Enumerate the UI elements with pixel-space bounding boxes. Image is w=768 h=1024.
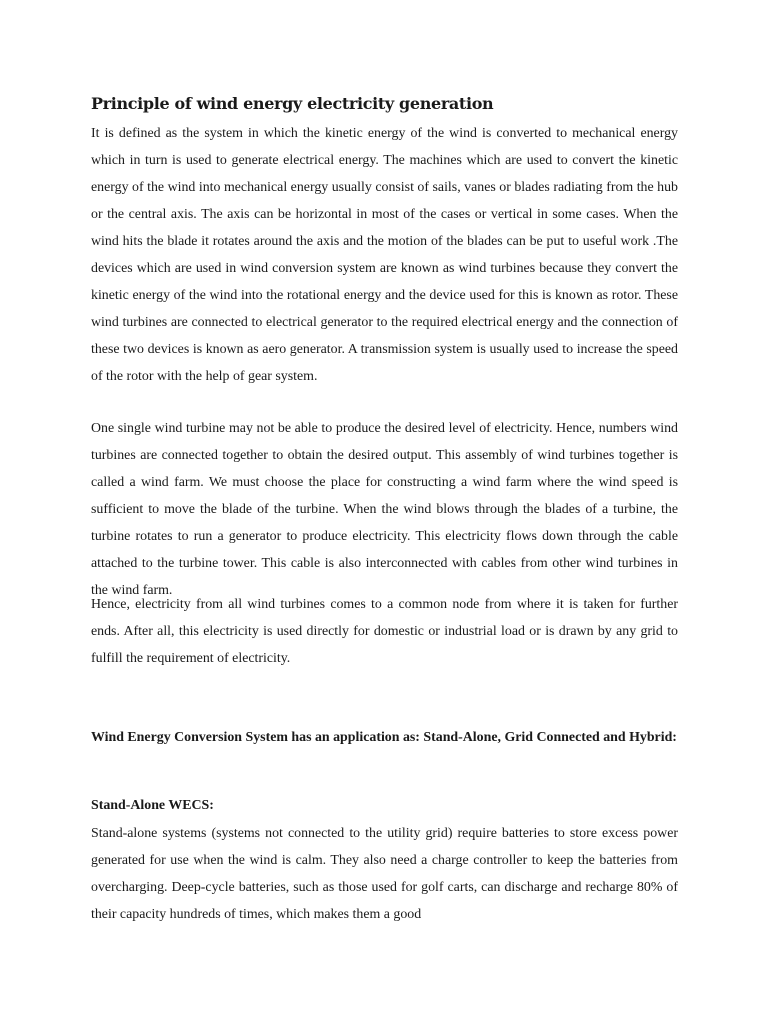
paragraph-wind-farm: One single wind turbine may not be able to produce the desired level of electricity. Hence, numbers wind turbines are connected together to obtain the desired output. This assembly of wind turbines together is called a wind farm. We must choose the place for constructing a wind farm where the wind speed is sufficient to move the blade of the turbine. When the wind blows through the blades of a turbine, the turbine rotates to run a generator to produce electricity. This electricity flows down through the cable attached to the turbine tower. This cable is also interconnected with cables from other wind turbines in the wind farm.	[91, 421, 678, 598]
paragraph-stand-alone-systems: Stand-alone systems (systems not connected to the utility grid) require batteries to store excess power generated for use when the wind is calm. They also need a charge controller to keep the batteries from overcharging. Deep-cycle batteries, such as those used for golf carts, can discharge and recharge 80% of their capacity hundreds of times, which makes them a good	[91, 826, 678, 922]
paragraph-common-node: Hence, electricity from all wind turbines comes to a common node from where it is taken for further ends. After all, this electricity is used directly for domestic or industrial load or is drawn by any grid to fulfill the requirement of electricity.	[91, 597, 678, 666]
paragraph-wind-energy-definition: It is defined as the system in which the kinetic energy of the wind is converted to mechanical energy which in turn is used to generate electrical energy. The machines which are used to convert the kinetic energy of the wind into mechanical energy usually consist of sails, vanes or blades radiating from the hub or the central axis. The axis can be horizontal in most of the cases or vertical in some cases. When the wind hits the blade it rotates around the axis and the motion of the blades can be put to useful work .The devices which are used in wind conversion system are known as wind turbines because they convert the kinetic energy of the wind into the rotational energy and the device used for this is known as rotor. These wind turbines are connected to electrical generator to the required electrical energy and the connection of these two devices is known as aero generator. A transmission system is usually used to increase the speed of the rotor with the help of gear system.	[91, 126, 678, 384]
document-title: Principle of wind energy electricity generation	[91, 94, 494, 113]
subsection-heading-stand-alone: Stand-Alone WECS:	[91, 798, 214, 813]
section-heading-wecs-applications: Wind Energy Conversion System has an application as: Stand-Alone, Grid Connected and Hybrid:	[91, 730, 677, 745]
